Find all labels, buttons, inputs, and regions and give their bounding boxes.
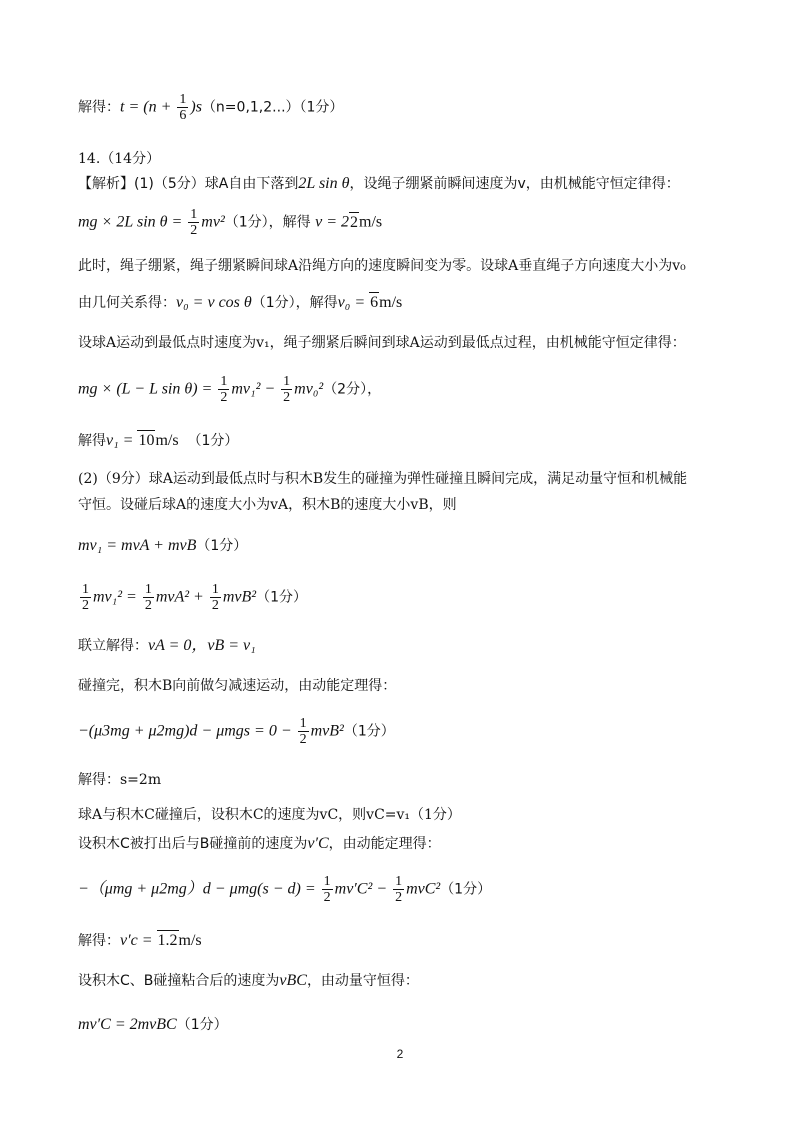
text-rope-taut: 此时，绳子绷紧，绳子绷紧瞬间球A沿绳方向的速度瞬间变为零。设球A垂直绳子方向速度大小为v₀ bbox=[78, 258, 686, 274]
equation-work-energy-c: −（μmg + μ2mg）d − μmg(s − d) = $\frac{1}{2}$ mv′C² − $\frac{1}{2}$ mvC²（1分） bbox=[78, 874, 492, 905]
text-c-velocity: 球A与积木C碰撞后，设积木C的速度为vC，则vC=v₁（1分） bbox=[78, 807, 461, 823]
equation-energy-2: mg × (L − L sin θ) = $\frac{1}{2}$ mv₁² − $\frac{1}{2}$ mv₀²（2分）， bbox=[78, 374, 382, 405]
equation-momentum: mv₁ = mvA + mvB（1分） bbox=[78, 537, 248, 554]
text-bc-merge: 设积木C、B碰撞粘合后的速度为vBC，由动量守恒得： bbox=[78, 972, 419, 989]
analysis-part1-intro: 【解析】(1)（5分）球A自由下落到2L sin θ，设绳子绷紧前瞬间速度为v，由机械能守恒定律得： bbox=[78, 175, 680, 192]
analysis-part2-intro-cont: 守恒。设碰后球A的速度大小为vA，积木B的速度大小vB，则 bbox=[78, 497, 457, 513]
result-s: 解得：s=2m bbox=[78, 772, 162, 788]
combined-solution: 联立解得：vA = 0，vB = v₁ bbox=[78, 637, 256, 654]
equation-geometry: 由几何关系得：v₀ = v cos θ（1分），解得v₀ = 6m/s bbox=[78, 294, 403, 311]
text-c-before-b: 设积木C被打出后与B碰撞前的速度为v′C，由动能定理得： bbox=[78, 835, 441, 852]
text-b-decelerates: 碰撞完，积木B向前做匀减速运动，由动能定理得： bbox=[78, 678, 397, 694]
equation-work-energy-b: −(μ3mg + μ2mg)d − μmgs = 0 − $\frac{1}{2}$ mvB²（1分） bbox=[78, 716, 395, 747]
sqrt: 2 bbox=[350, 213, 359, 231]
analysis-part2-intro: (2)（9分）球A运动到最低点时与积木B发生的碰撞为弹性碰撞且瞬间完成，满足动量守恒和机械能 bbox=[78, 471, 688, 487]
question-heading: 14.（14分） bbox=[78, 151, 161, 167]
text-lowest-point: 设球A运动到最低点时速度为v₁，绳子绷紧后瞬间到球A运动到最低点过程，由机械能守恒定律得： bbox=[78, 335, 686, 351]
result-v1: 解得v₁ = 10m/s （1分） bbox=[78, 432, 239, 449]
equation-momentum-bc: mv′C = 2mvBC（1分） bbox=[78, 1016, 228, 1033]
solution-line-t: 解得：t = (n + $\frac{1}{6}$ )s（n=0,1,2...）（1分） bbox=[78, 92, 344, 123]
equation-energy-elastic: $\frac{1}{2}$ mv₁² = $\frac{1}{2}$ mvA² + $\frac{1}{2}$ mvB²（1分） bbox=[82, 582, 307, 613]
result-vc-prime: 解得：v′c = 1.2m/s bbox=[78, 932, 202, 949]
equation-energy-1: mg × 2L sin θ = $\frac{1}{2}$ mv²（1分），解得 v = 22m/s bbox=[78, 207, 383, 238]
fraction: $\frac{1}{6}$ bbox=[179, 92, 187, 123]
page-number: 2 bbox=[396, 1047, 404, 1061]
